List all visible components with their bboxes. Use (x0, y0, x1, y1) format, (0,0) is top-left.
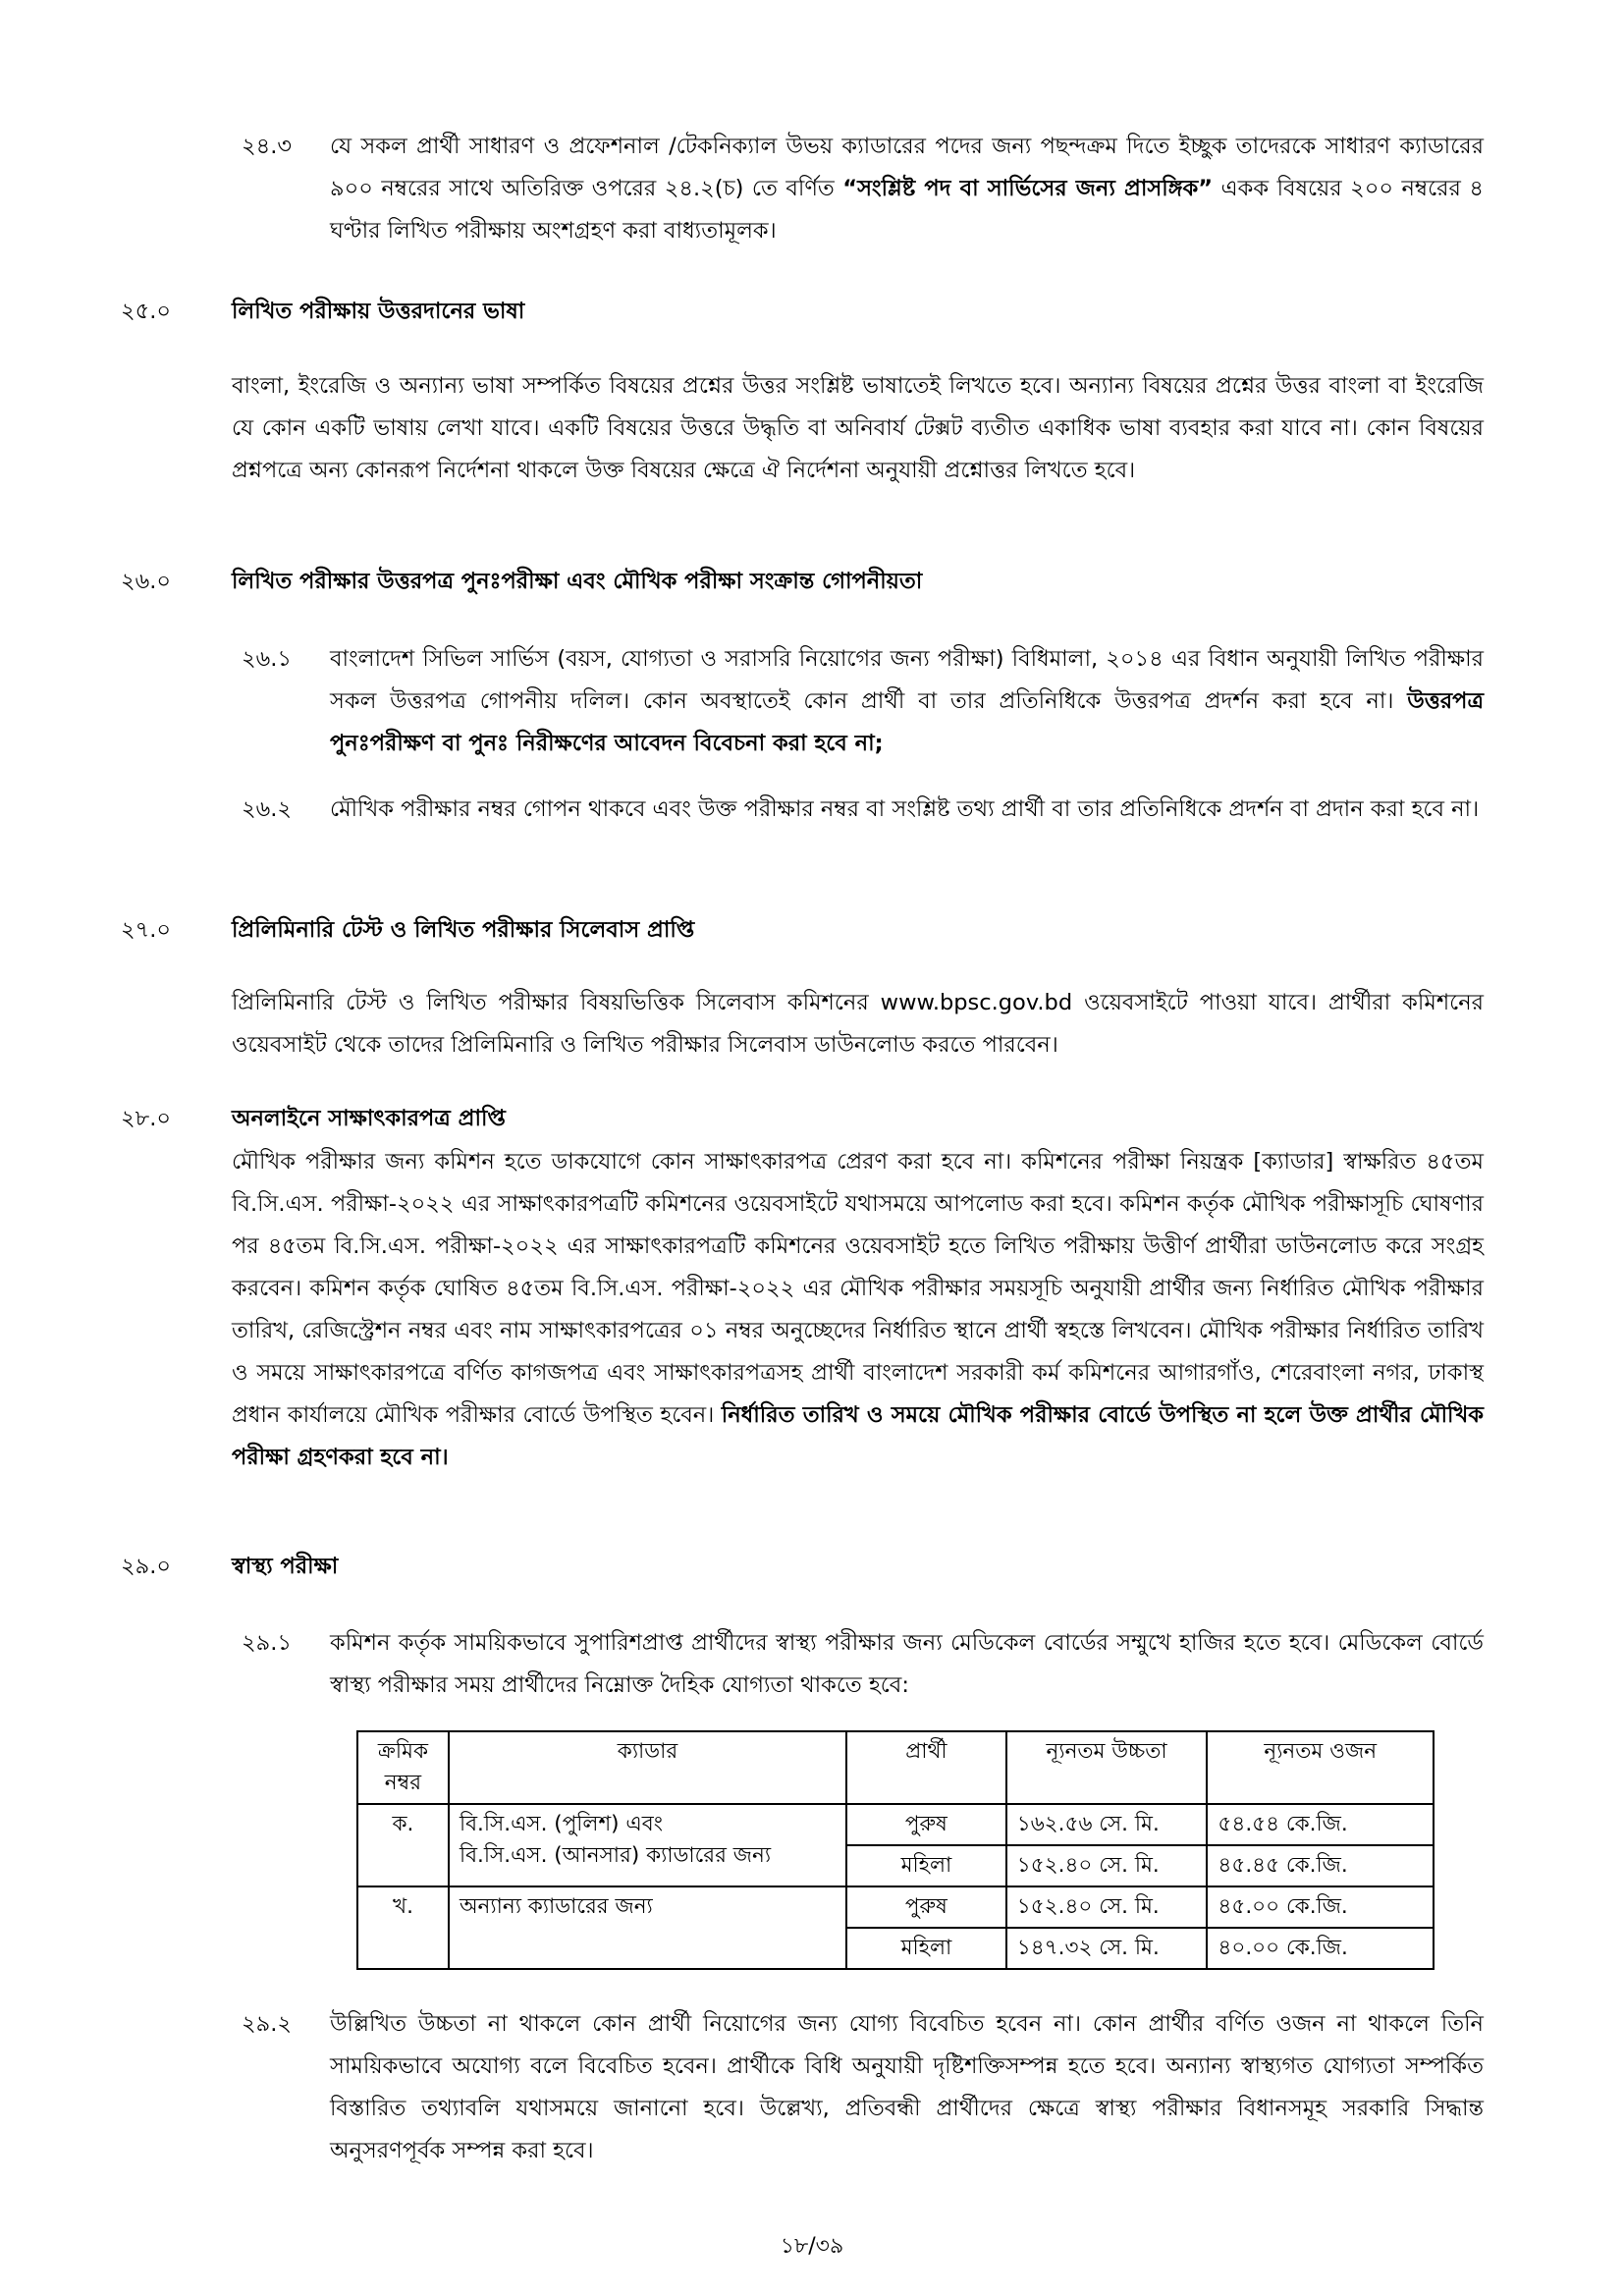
row-cadre (449, 1886, 846, 1969)
section-25-text: বাংলা, ইংরেজি ও অন্যান্য ভাষা সম্পর্কিত বিষয়ের প্রশ্নের উত্তর সংশ্লিষ্ট ভাষাতেই লিখতে হবে। অন্যান্য বিষয়ের প্রশ্নের উত্তর বাংলা বা ইংরেজি যে কোন একটি ভাষায় লেখা যাবে। একটি বিষয়ের উত্তরে উদ্ধৃতি বা অনিবার্য টেক্সট ব্যতীত একাধিক ভাষা ব্যবহার করা যাবে না। কোন বিষয়ের প্রশ্নপত্রে অন্য কোনরূপ নির্দেশনা থাকলে উক্ত বিষয়ের ক্ষেত্রে ঐ নির্দেশনা অনুযায়ী প্রশ্নোত্তর লিখতে হবে। (232, 373, 1484, 483)
clause-29-2-text: উল্লিখিত উচ্চতা না থাকলে কোন প্রার্থী নিয়োগের জন্য যোগ্য বিবেচিত হবেন না। কোন প্রার্থীর বর্ণিত ওজন না থাকলে তিনি সাময়িকভাবে অযোগ্য বলে বিবেচিত হবেন। প্রার্থীকে বিধি অনুযায়ী দৃষ্টিশক্তিসম্পন্ন হতে হবে। অন্যান্য স্বাস্থ্যগত যোগ্যতা সম্পর্কিত বিস্তারিত তথ্যাবলি যথাসময়ে জানানো হবে। উল্লেখ্য, প্রতিবন্ধী প্রার্থীদের ক্ষেত্রে স্বাস্থ্য পরীক্ষার বিধানসমূহ সরকারি সিদ্ধান্ত অনুসরণপূর্বক সম্পন্ন করা হবে। (330, 2011, 1484, 2163)
row-height: ১৬২.৫৬ সে. মি. (1006, 1804, 1208, 1845)
header-min-height: ন্যূনতম উচ্চতা (1006, 1731, 1208, 1804)
clause-24-3-text-b: একক বিষয়ের ২০০ নম্বরের ৪ ঘণ্টার লিখিত পরীক্ষায় অংশগ্রহণ করা বাধ্যতামূলক। (330, 176, 1484, 244)
section-27-text: প্রিলিমিনারি টেস্ট ও লিখিত পরীক্ষার বিষয়ভিত্তিক সিলেবাস কমিশনের www.bpsc.gov.bd ওয়েবসাইটে পাওয়া যাবে। প্রার্থীরা কমিশনের ওয়েবসাইট থেকে তাদের প্রিলিমিনারি ও লিখিত পরীক্ষার সিলেবাস ডাউনলোড করতে পারবেন। (232, 990, 1484, 1058)
clause-number-26-2: ২৬.২ (242, 796, 293, 822)
section-28-bold: নির্ধারিত তারিখ ও সময়ে মৌখিক পরীক্ষার বোর্ডে উপস্থিত না হলে উক্ত প্রার্থীর মৌখিক পরীক্ষা গ্রহণকরা হবে না। (232, 1402, 1484, 1470)
clause-26-1-bold: উত্তরপত্র পুনঃপরীক্ষণ বা পুনঃ নিরীক্ষণের আবেদন বিবেচনা করা হবে না; (330, 688, 1484, 756)
table-header-row (357, 1731, 1434, 1804)
row-serial: ক. (357, 1804, 449, 1886)
section-title-25: লিখিত পরীক্ষায় উত্তরদানের ভাষা (232, 299, 525, 324)
section-number-27: ২৭.০ (121, 917, 172, 943)
row-height: ১৫২.৪০ সে. মি. (1006, 1845, 1208, 1886)
physical-requirements-table (356, 1730, 1435, 1970)
page-number: ১৮/৩৯ (780, 2234, 844, 2259)
section-28-text-a: মৌখিক পরীক্ষার জন্য কমিশন হতে ডাকযোগে কোন সাক্ষাৎকারপত্র প্রেরণ করা হবে না। কমিশনের পরীক্ষা নিয়ন্ত্রক [ক্যাডার] স্বাক্ষরিত ৪৫তম বি.সি.এস. পরীক্ষা-২০২২ এর সাক্ষাৎকারপত্রটি কমিশনের ওয়েবসাইটে যথাসময়ে আপলোড করা হবে। কমিশন কর্তৃক মৌখিক পরীক্ষাসূচি ঘোষণার পর ৪৫তম বি.সি.এস. পরীক্ষা-২০২২ এর সাক্ষাৎকারপত্রটি কমিশনের ওয়েবসাইট হতে লিখিত পরীক্ষায় উত্তীর্ণ প্রার্থীরা ডাউনলোড করে সংগ্রহ করবেন। কমিশন কর্তৃক ঘোষিত ৪৫তম বি.সি.এস. পরীক্ষা-২০২২ এর মৌখিক পরীক্ষার সময়সূচি অনুযায়ী প্রার্থীর জন্য নির্ধারিত মৌখিক পরীক্ষার তারিখ, রেজিস্ট্রেশন নম্বর এবং নাম সাক্ষাৎকারপত্রের ০১ নম্বর অনুচ্ছেদের নির্ধারিত স্থানে প্রার্থী স্বহস্তে লিখবেন। মৌখিক পরীক্ষার নির্ধারিত তারিখ ও সময়ে সাক্ষাৎকারপত্রে বর্ণিত কাগজপত্র এবং সাক্ষাৎকারপত্রসহ প্রার্থী বাংলাদেশ সরকারী কর্ম কমিশনের আগারগাঁও, শেরেবাংলা নগর, ঢাকাস্থ প্রধান কার্যালয়ে মৌখিক পরীক্ষার বোর্ডে উপস্থিত হবেন। (232, 1149, 1484, 1428)
section-title-29: স্বাস্থ্য পরীক্ষা (232, 1554, 339, 1579)
clause-number-29-2: ২৯.২ (242, 2011, 293, 2037)
row-cadre-line-1: বি.সি.এস. (পুলিশ) এবং (459, 1812, 663, 1836)
row-candidate: মহিলা (846, 1845, 1006, 1886)
section-title-27: প্রিলিমিনারি টেস্ট ও লিখিত পরীক্ষার সিলেবাস প্রাপ্তি (232, 917, 695, 943)
row-weight: ৫৪.৫৪ কে.জি. (1207, 1804, 1434, 1845)
row-height: ১৪৭.৩২ সে. মি. (1006, 1928, 1208, 1969)
row-cadre-line-2: বি.সি.এস. (আনসার) ক্যাডারের জন্য (459, 1843, 772, 1868)
clause-24-3-bold: “সংশ্লিষ্ট পদ বা সার্ভিসের জন্য প্রাসঙ্গিক” (842, 176, 1214, 201)
section-title-28: অনলাইনে সাক্ষাৎকারপত্র প্রাপ্তি (232, 1106, 506, 1131)
clause-number-29-1: ২৯.১ (242, 1630, 292, 1656)
clause-26-1-text (330, 638, 1484, 765)
header-serial: ক্রমিক নম্বর (357, 1731, 449, 1804)
clause-24-3-text (330, 126, 1484, 252)
clause-24-3-text-a: যে সকল প্রার্থী সাধারণ ও প্রফেশনাল /টেকনিক্যাল উভয় ক্যাডারের পদের জন্য পছন্দক্রম দিতে ইচ্ছুক তাদেরকে সাধারণ ক্যাডারের ৯০০ নম্বরের সাথে অতিরিক্ত ওপরের ২৪.২(চ) তে বর্ণিত (330, 134, 1484, 201)
section-number-26: ২৬.০ (121, 569, 172, 594)
header-min-weight: ন্যূনতম ওজন (1207, 1731, 1434, 1804)
section-number-25: ২৫.০ (121, 299, 172, 324)
clause-number-26-1: ২৬.১ (242, 646, 293, 672)
row-candidate: পুরুষ (846, 1804, 1006, 1845)
header-candidate: প্রার্থী (846, 1731, 1006, 1804)
row-cadre (449, 1804, 846, 1886)
section-28-text (232, 1141, 1484, 1479)
row-cadre-line-1: অন্যান্য ক্যাডারের জন্য (459, 1894, 653, 1919)
row-candidate: পুরুষ (846, 1886, 1006, 1928)
row-candidate: মহিলা (846, 1928, 1006, 1969)
section-number-29: ২৯.০ (121, 1554, 172, 1579)
clause-26-1-text-a: বাংলাদেশ সিভিল সার্ভিস (বয়স, যোগ্যতা ও সরাসরি নিয়োগের জন্য পরীক্ষা) বিধিমালা, ২০১৪ এর বিধান অনুযায়ী লিখিত পরীক্ষার সকল উত্তরপত্র গোপনীয় দলিল। কোন অবস্থাতেই কোন প্রার্থী বা তার প্রতিনিধিকে উত্তরপত্র প্রদর্শন করা হবে না। (330, 646, 1484, 714)
clause-number-24-3: ২৪.৩ (242, 134, 293, 159)
section-number-28: ২৮.০ (121, 1106, 172, 1131)
section-title-26: লিখিত পরীক্ষার উত্তরপত্র পুনঃপরীক্ষা এবং মৌখিক পরীক্ষা সংক্রান্ত গোপনীয়তা (232, 569, 923, 594)
row-weight: ৪৫.০০ কে.জি. (1207, 1886, 1434, 1928)
clause-26-2-text: মৌখিক পরীক্ষার নম্বর গোপন থাকবে এবং উক্ত পরীক্ষার নম্বর বা সংশ্লিষ্ট তথ্য প্রার্থী বা তার প্রতিনিধিকে প্রদর্শন বা প্রদান করা হবে না। (330, 796, 1480, 822)
row-weight: ৪০.০০ কে.জি. (1207, 1928, 1434, 1969)
header-cadre: ক্যাডার (449, 1731, 846, 1804)
clause-29-1-text: কমিশন কর্তৃক সাময়িকভাবে সুপারিশপ্রাপ্ত প্রার্থীদের স্বাস্থ্য পরীক্ষার জন্য মেডিকেল বোর্ডের সম্মুখে হাজির হতে হবে। মেডিকেল বোর্ডে স্বাস্থ্য পরীক্ষার সময় প্রার্থীদের নিম্নোক্ত দৈহিক যোগ্যতা থাকতে হবে: (330, 1630, 1484, 1698)
table-row (357, 1886, 1434, 1928)
row-serial: খ. (357, 1886, 449, 1969)
row-weight: ৪৫.৪৫ কে.জি. (1207, 1845, 1434, 1886)
table-row (357, 1804, 1434, 1845)
row-height: ১৫২.৪০ সে. মি. (1006, 1886, 1208, 1928)
